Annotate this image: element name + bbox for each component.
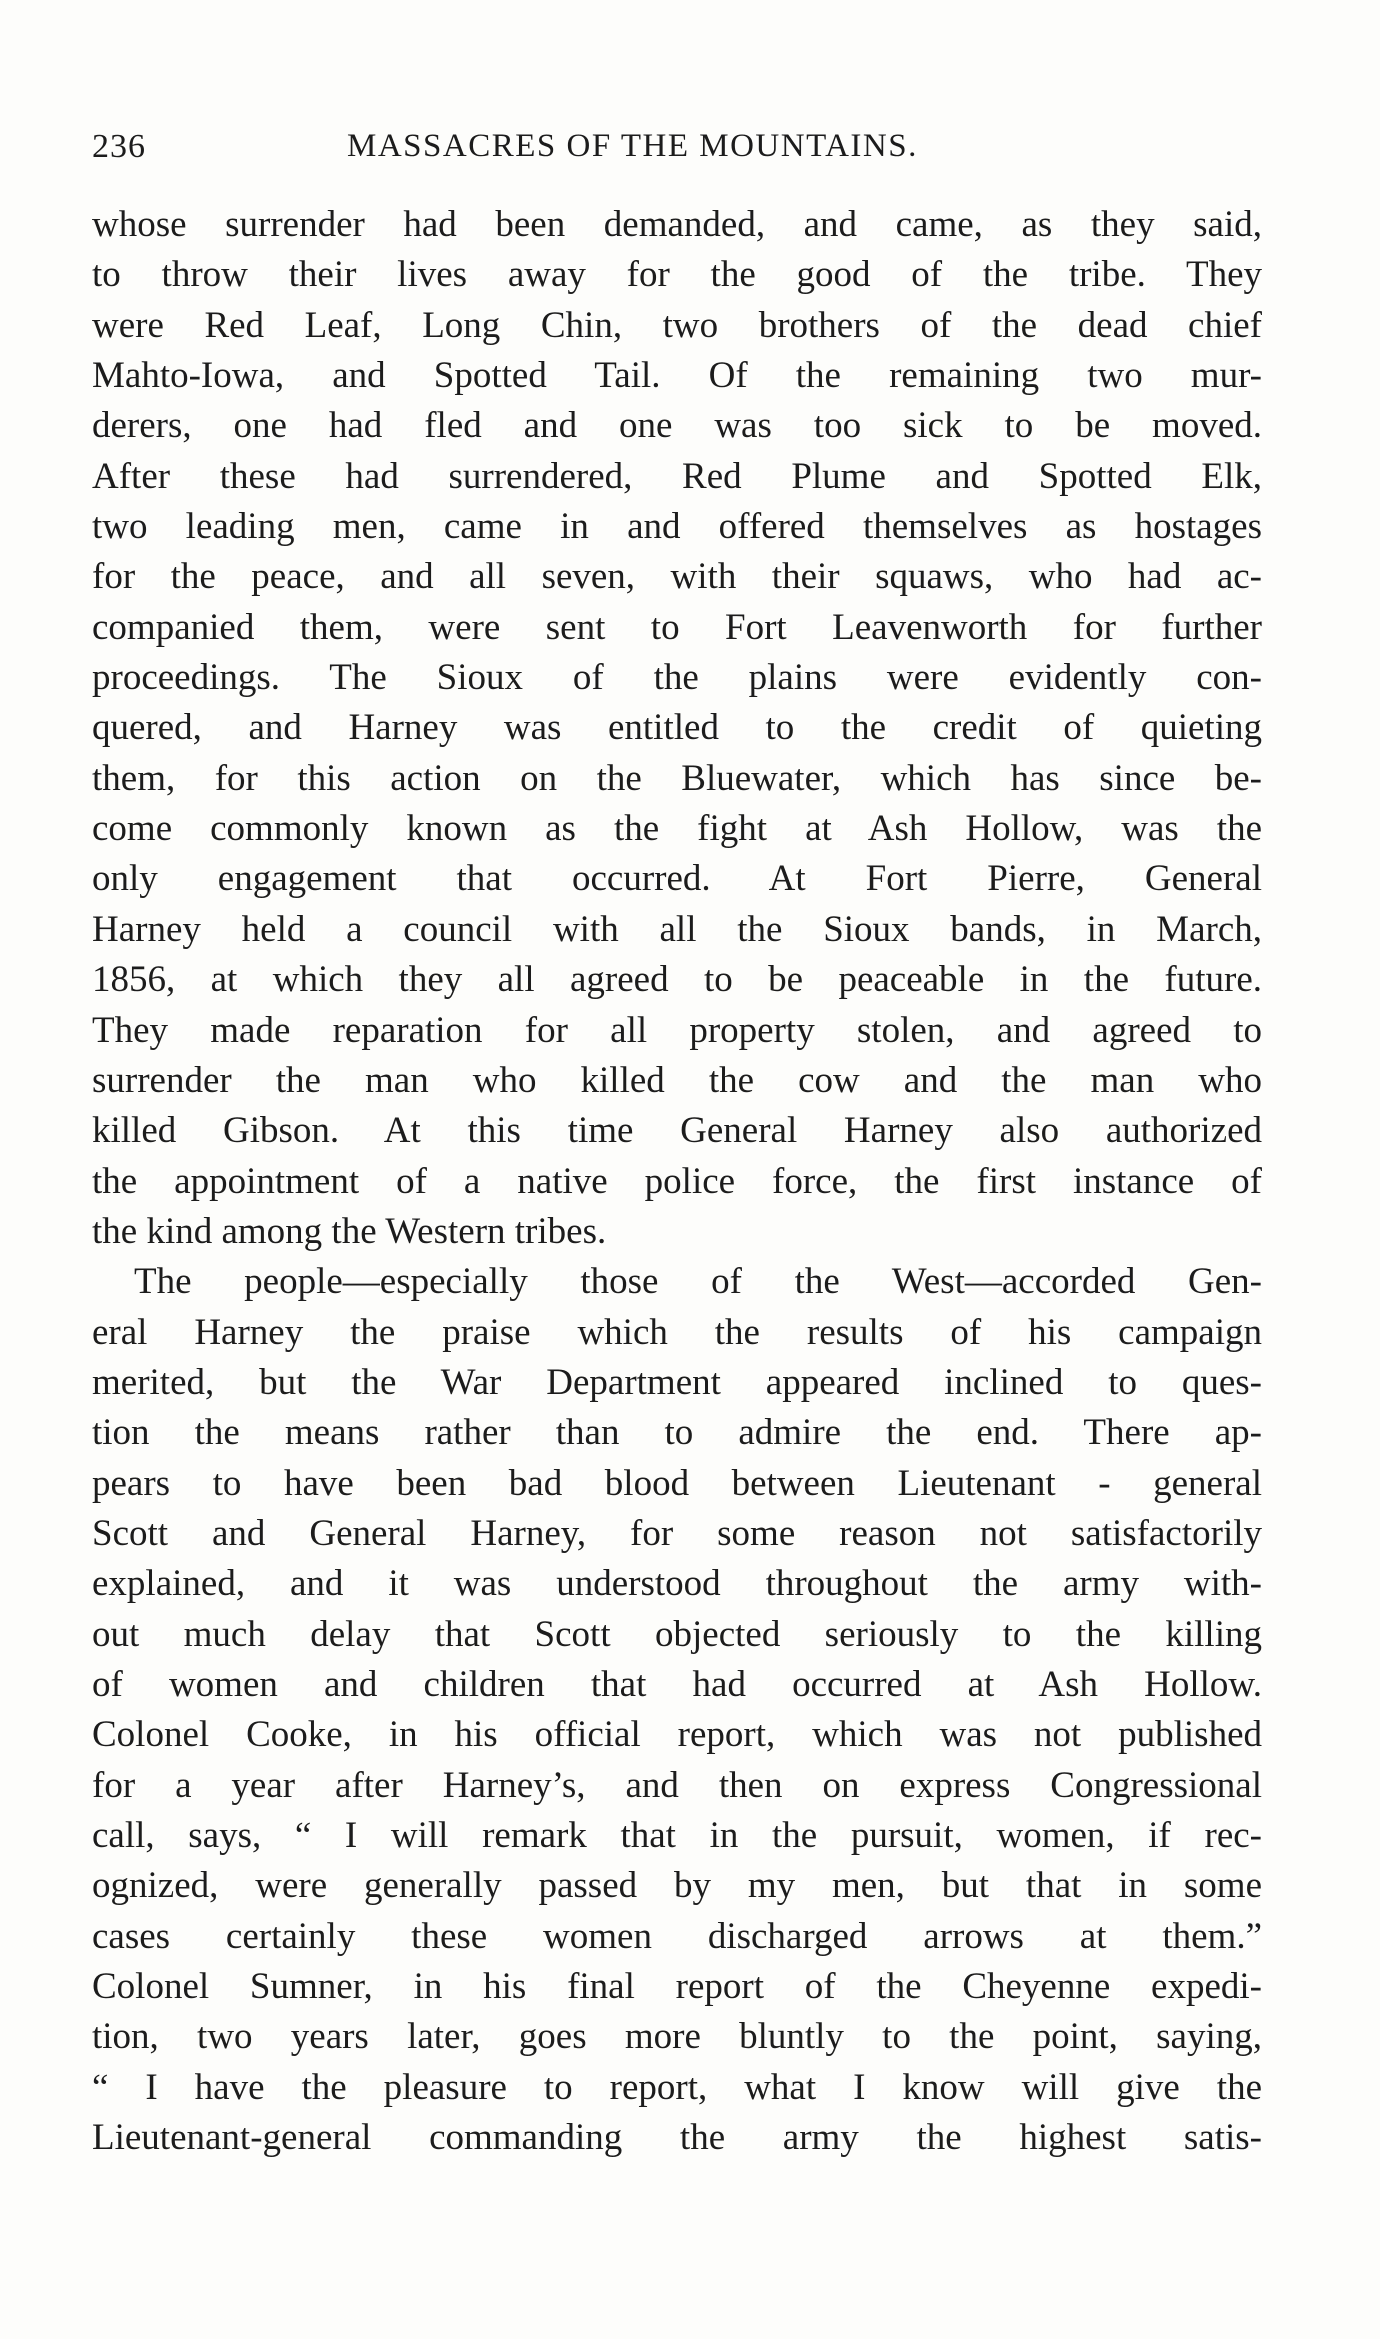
text-line: cases certainly these women discharged arrows at them.”: [92, 1915, 1262, 1957]
text-line: pears to have been bad blood between Lieutenant - general: [92, 1462, 1262, 1504]
text-line: for the peace, and all seven, with their squaws, who had ac-: [92, 556, 1262, 598]
text-line: Lieutenant-general commanding the army the highest satis-: [92, 2117, 1262, 2159]
text-line: whose surrender had been demanded, and came, as they said,: [92, 204, 1262, 245]
text-line: merited, but the War Department appeared inclined to ques-: [92, 1361, 1262, 1403]
text-line: the appointment of a native police force, the first instance of: [92, 1160, 1262, 1202]
text-line: come commonly known as the fight at Ash Hollow, was the: [92, 808, 1262, 850]
text-line: two leading men, came in and offered themselves as hostages: [92, 506, 1262, 548]
text-line: derers, one had fled and one was too sick to be moved.: [92, 405, 1262, 447]
text-line: Colonel Sumner, in his final report of the Cheyenne expedi-: [92, 1966, 1262, 2008]
text-line: for a year after Harney’s, and then on express Congressional: [92, 1764, 1262, 1806]
text-line: After these had surrendered, Red Plume and Spotted Elk,: [92, 455, 1262, 497]
page-header: [92, 128, 1262, 178]
text-line: out much delay that Scott objected seriously to the killing: [92, 1613, 1262, 1655]
text-line: Mahto-Iowa, and Spotted Tail. Of the remaining two mur-: [92, 355, 1262, 397]
page-number: 236: [92, 128, 146, 165]
text-line: companied them, were sent to Fort Leavenworth for further: [92, 606, 1262, 648]
text-line: Colonel Cooke, in his official report, which was not published: [92, 1714, 1262, 1756]
text-line: quered, and Harney was entitled to the credit of quieting: [92, 707, 1262, 749]
text-line: killed Gibson. At this time General Harney also authorized: [92, 1110, 1262, 1152]
text-line: to throw their lives away for the good of the tribe. They: [92, 254, 1262, 296]
text-line: ognized, were generally passed by my men, but that in some: [92, 1865, 1262, 1907]
paragraph-end-line: the kind among the Western tribes.: [92, 1210, 607, 1252]
text-line: surrender the man who killed the cow and the man who: [92, 1059, 1262, 1101]
text-line: only engagement that occurred. At Fort Pierre, General: [92, 858, 1262, 900]
running-head: MASSACRES OF THE MOUNTAINS.: [347, 128, 918, 164]
text-line: proceedings. The Sioux of the plains were evidently con-: [92, 657, 1262, 699]
text-line: were Red Leaf, Long Chin, two brothers of the dead chief: [92, 304, 1262, 346]
text-line: They made reparation for all property stolen, and agreed to: [92, 1009, 1262, 1051]
paragraph-start-line: The people—especially those of the West—accorded Gen-: [134, 1261, 1262, 1303]
body-text: [92, 200, 1262, 2163]
text-line: “ I have the pleasure to report, what I know will give the: [92, 2066, 1262, 2108]
text-line: tion the means rather than to admire the end. There ap-: [92, 1412, 1262, 1454]
text-line: eral Harney the praise which the results of his campaign: [92, 1311, 1262, 1353]
text-line: Scott and General Harney, for some reason not satisfactorily: [92, 1512, 1262, 1554]
text-line: tion, two years later, goes more bluntly to the point, saying,: [92, 2016, 1262, 2058]
text-line: them, for this action on the Bluewater, which has since be-: [92, 757, 1262, 799]
text-line: Harney held a council with all the Sioux bands, in March,: [92, 908, 1262, 950]
text-line: explained, and it was understood throughout the army with-: [92, 1563, 1262, 1605]
text-line: of women and children that had occurred at Ash Hollow.: [92, 1663, 1262, 1705]
text-line: call, says, “ I will remark that in the pursuit, women, if rec-: [92, 1815, 1262, 1856]
text-line: 1856, at which they all agreed to be peaceable in the future.: [92, 959, 1262, 1001]
